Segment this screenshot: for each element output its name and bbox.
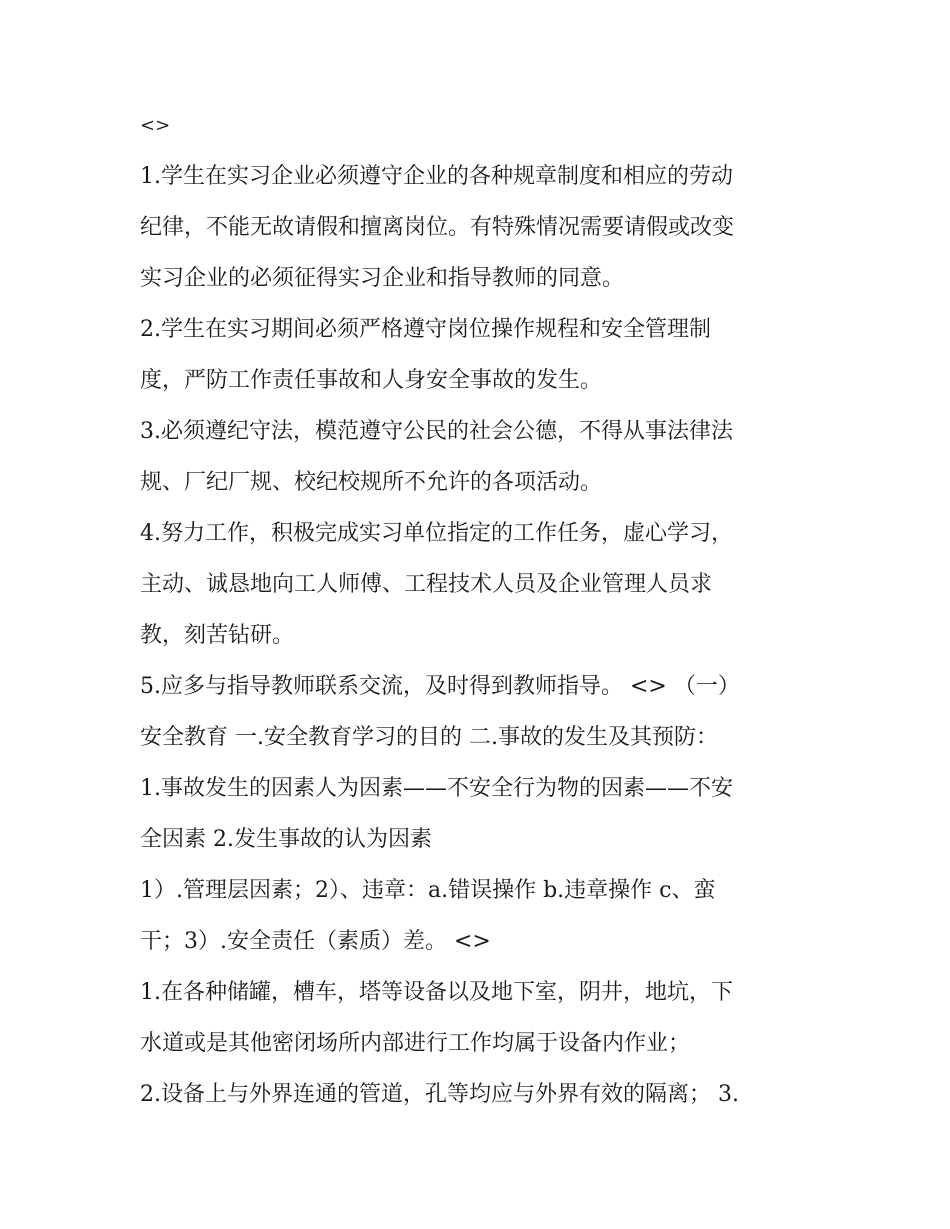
text-line: 4.努力工作，积极完成实习单位指定的工作任务，虚心学习， bbox=[140, 521, 733, 546]
text-line: 1.在各种储罐，槽车，塔等设备以及地下室，阴井，地坑，下 bbox=[140, 980, 733, 1005]
text-line: 干；3）.安全责任（素质）差。 <> bbox=[140, 929, 491, 954]
text-line: 规、厂纪厂规、校纪校规所不允许的各项活动。 bbox=[140, 470, 603, 495]
text-line: <> bbox=[140, 115, 171, 136]
text-line: 1）.管理层因素；2）、违章：a.错误操作 b.违章操作 c、蛮 bbox=[140, 878, 716, 903]
text-line: 全因素 2.发生事故的认为因素 bbox=[140, 827, 432, 852]
text-line: 纪律，不能无故请假和擅离岗位。有特殊情况需要请假或改变 bbox=[140, 215, 735, 240]
text-line: 5.应多与指导教师联系交流，及时得到教师指导。 <> （一） bbox=[140, 674, 740, 699]
text-line: 1.事故发生的因素人为因素——不安全行为物的因素——不安 bbox=[140, 776, 733, 801]
text-line: 主动、诚恳地向工人师傅、工程技术人员及企业管理人员求 bbox=[140, 572, 713, 597]
text-line: 度，严防工作责任事故和人身安全事故的发生。 bbox=[140, 368, 603, 393]
text-line: 安全教育 一.安全教育学习的目的 二.事故的发生及其预防： bbox=[140, 725, 718, 750]
text-line: 3.必须遵纪守法，模范遵守公民的社会公德，不得从事法律法 bbox=[140, 419, 733, 444]
document-body bbox=[140, 100, 812, 1120]
text-line: 1.学生在实习企业必须遵守企业的各种规章制度和相应的劳动 bbox=[140, 164, 733, 189]
text-line: 实习企业的必须征得实习企业和指导教师的同意。 bbox=[140, 266, 625, 291]
text-line: 教，刻苦钻研。 bbox=[140, 623, 295, 648]
text-line: 2.设备上与外界连通的管道，孔等均应与外界有效的隔离； 3. bbox=[140, 1082, 739, 1107]
text-line: 2.学生在实习期间必须严格遵守岗位操作规程和安全管理制 bbox=[140, 317, 711, 342]
text-line: 水道或是其他密闭场所内部进行工作均属于设备内作业； bbox=[140, 1031, 691, 1056]
